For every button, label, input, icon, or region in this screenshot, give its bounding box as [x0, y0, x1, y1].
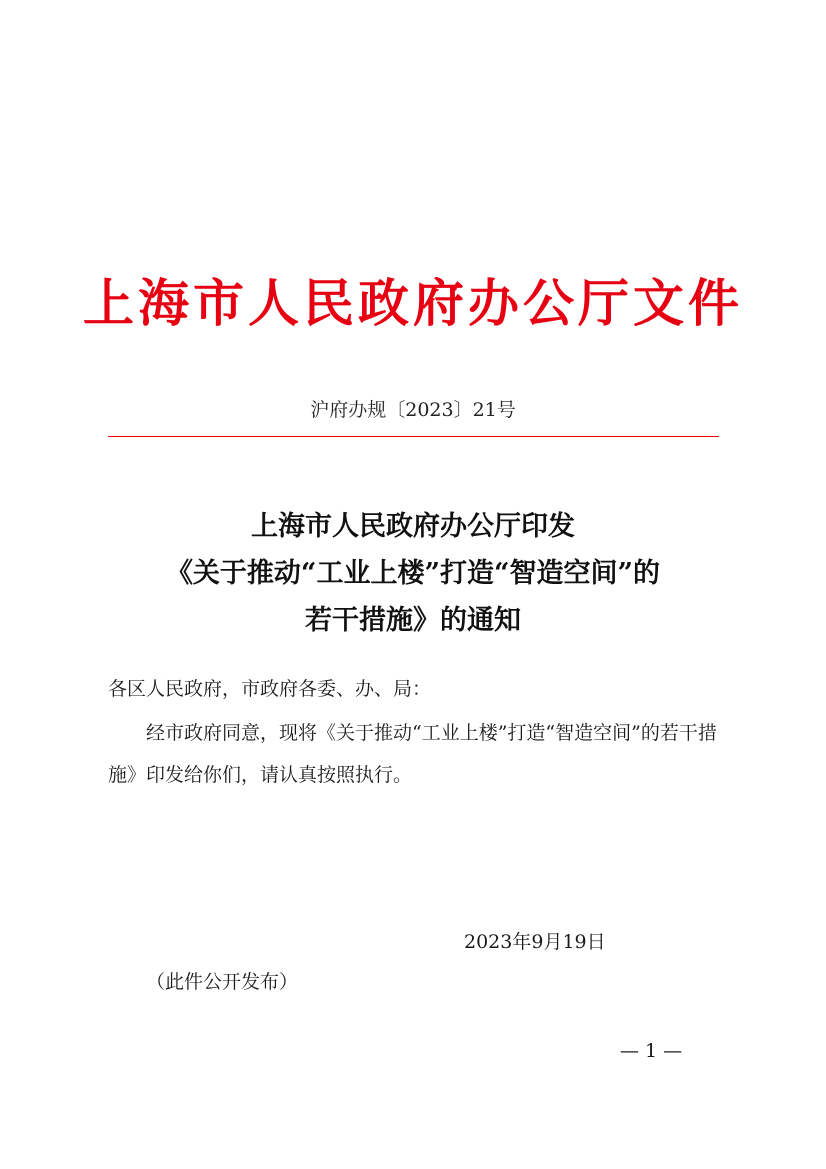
document-number: 沪府办规〔2023〕21号 [310, 399, 516, 421]
title-line-1: 上海市人民政府办公厅印发 [251, 511, 575, 542]
addressee: 各区人民政府，市政府各委、办、局： [108, 678, 432, 700]
page-number: — 1 — [620, 1040, 683, 1062]
body-paragraph: 经市政府同意，现将《关于推动“工业上楼”打造“智造空间”的若干措施》印发给你们，请认真按照执行。 [108, 722, 717, 786]
document-title [0, 503, 826, 644]
document-masthead: 上海市人民政府办公厅文件 [82, 274, 743, 334]
issue-date: 2023年9月19日 [464, 931, 606, 953]
red-divider [108, 436, 719, 437]
title-line-2: 《关于推动“工业上楼”打造“智造空间”的 [165, 558, 661, 589]
publish-note: （此件公开发布） [146, 971, 299, 993]
title-line-3: 若干措施》的通知 [305, 605, 521, 636]
